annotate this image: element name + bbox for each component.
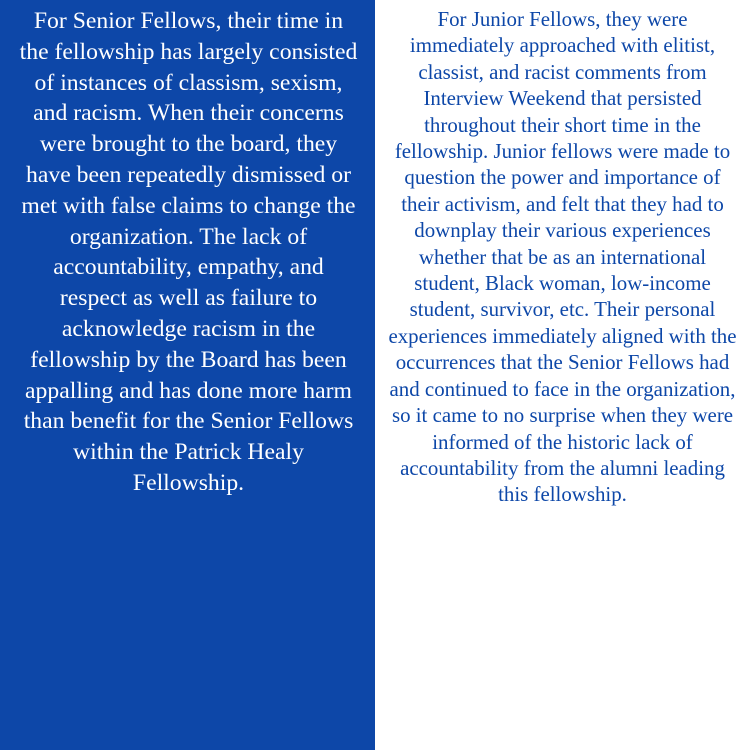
junior-fellows-paragraph: For Junior Fellows, they were immediately approached with elitist, classist, and racist comments from Interview Weekend that persisted throughout their short time in the fellowship. Junior fellows were made to question the power and importance of their activism, and felt that they had to downplay their various experiences whether that be as an international student, Black woman, low-income student, survivor, etc. Their personal experiences immediately aligned with the occurrences that the Senior Fellows had and continued to face in the organization, so it came to no surprise when they were informed of the historic lack of accountability from the alumni leading this fellowship. <box>388 7 737 507</box>
junior-fellows-panel <box>375 0 750 750</box>
senior-fellows-paragraph: For Senior Fellows, their time in the fellowship has largely consisted of instances of classism, sexism, and racism. When their concerns were brought to the board, they have been repeatedly dismissed or met with false claims to change the organization. The lack of accountability, empathy, and respect as well as failure to acknowledge racism in the fellowship by the Board has been appalling and has done more harm than benefit for the Senior Fellows within the Patrick Healy Fellowship. <box>19 8 358 496</box>
